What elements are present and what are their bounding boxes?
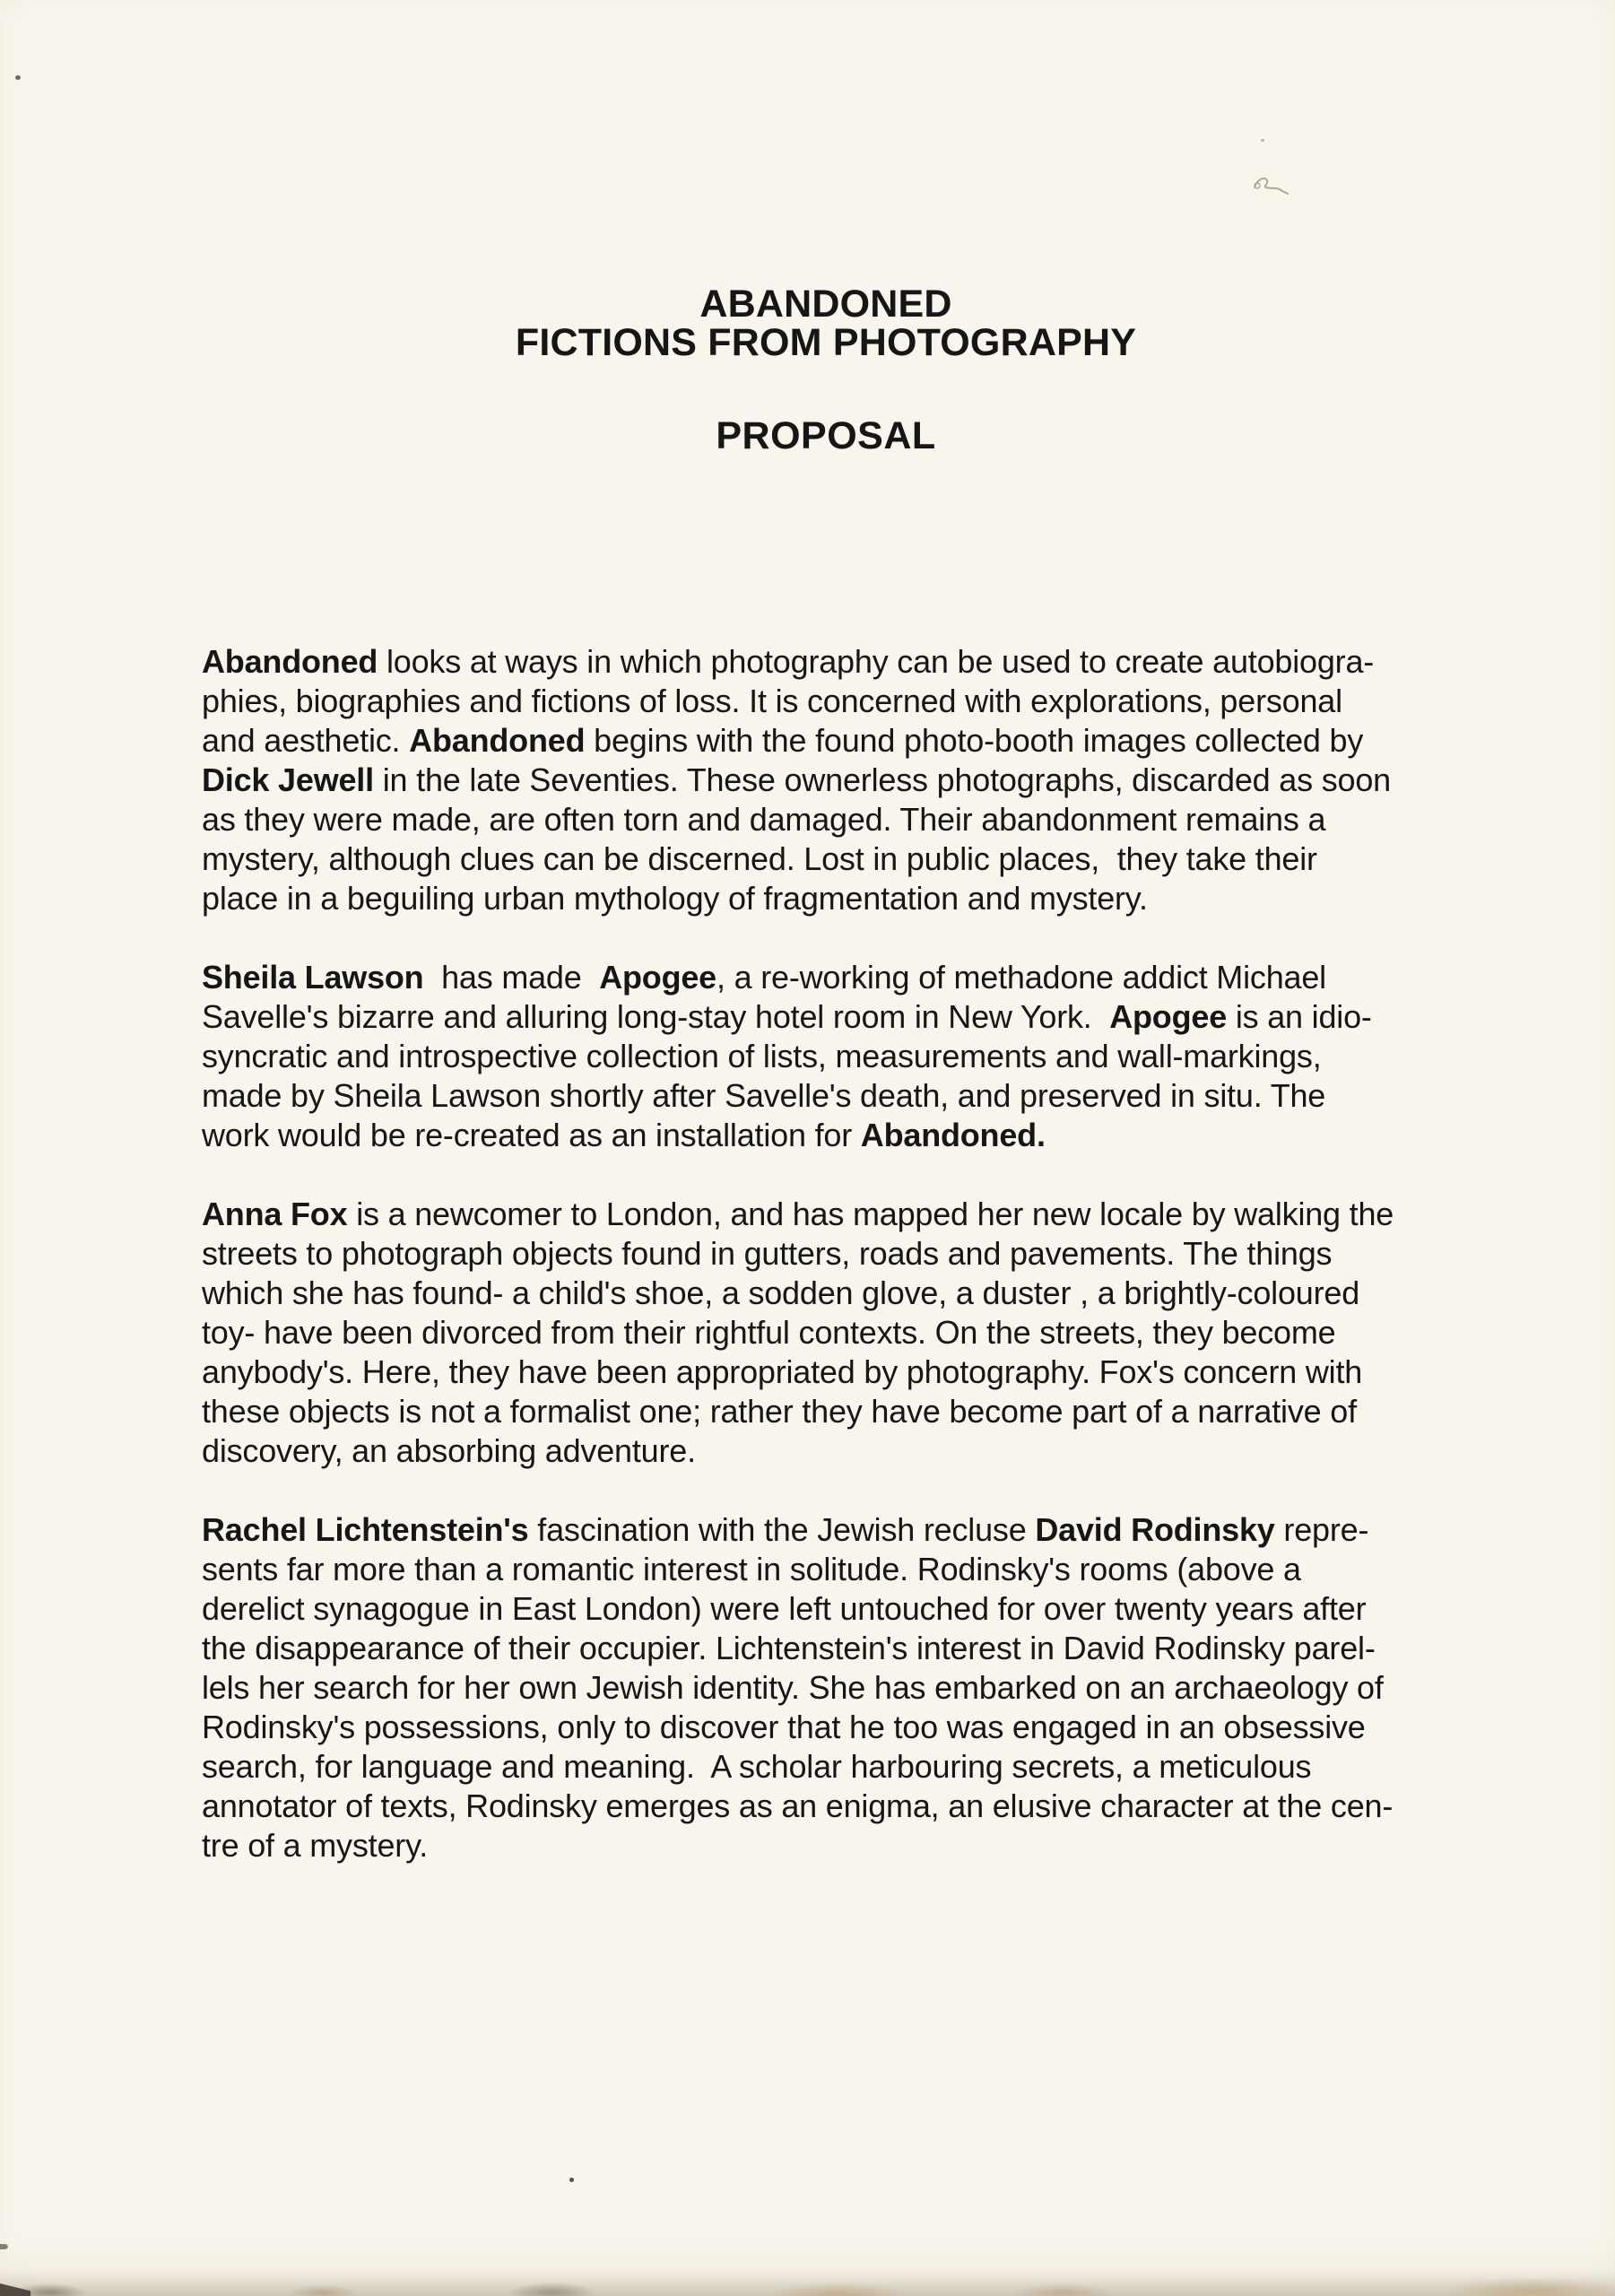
paragraph (202, 958, 1484, 1155)
text-line: the disappearance of their occupier. Lichtenstein's interest in David Rodinsky parel- (202, 1630, 1376, 1666)
scan-edge-smudge (0, 2239, 1615, 2296)
text-line: annotator of texts, Rodinsky emerges as an enigma, an elusive character at the cen- (202, 1787, 1394, 1824)
text-line: Sheila Lawson has made Apogee, a re-working of methadone addict Michael (202, 959, 1326, 996)
text-line: Rachel Lichtenstein's fascination with the Jewish recluse David Rodinsky repre- (202, 1511, 1369, 1548)
text-line: toy- have been divorced from their rightful contexts. On the streets, they become (202, 1314, 1336, 1351)
text-line: tre of a mystery. (202, 1827, 428, 1864)
document-title-line-1: ABANDONED (699, 283, 952, 326)
text-line: discovery, an absorbing adventure. (202, 1432, 696, 1469)
text-line: and aesthetic. Abandoned begins with the found photo-booth images collected by (202, 722, 1364, 759)
scan-speck (15, 75, 21, 80)
text-line: sents far more than a romantic interest in solitude. Rodinsky's rooms (above a (202, 1551, 1301, 1587)
text-line: place in a beguiling urban mythology of fragmentation and mystery. (202, 880, 1148, 917)
text-line: Savelle's bizarre and alluring long-stay hotel room in New York. Apogee is an idio- (202, 998, 1372, 1035)
text-line: Rodinsky's possessions, only to discover that he too was engaged in an obsessive (202, 1709, 1366, 1745)
scan-speck (569, 2178, 574, 2182)
text-line: search, for language and meaning. A scholar harbouring secrets, a meticulous (202, 1748, 1312, 1785)
document-body (202, 642, 1484, 1866)
text-line: as they were made, are often torn and damaged. Their abandonment remains a (202, 801, 1326, 838)
paragraph (202, 1195, 1484, 1471)
document-title-line-2: FICTIONS FROM PHOTOGRAPHY (515, 321, 1137, 364)
text-line: syncratic and introspective collection of lists, measurements and wall-markings, (202, 1038, 1322, 1074)
text-line: lels her search for her own Jewish identity. She has embarked on an archaeology of (202, 1669, 1384, 1706)
text-line: which she has found- a child's shoe, a sodden glove, a duster , a brightly-coloured (202, 1274, 1360, 1311)
text-line: mystery, although clues can be discerned. Lost in public places, they take their (202, 840, 1317, 877)
text-line: anybody's. Here, they have been appropriated by photography. Fox's concern with (202, 1353, 1363, 1390)
document-subtitle: PROPOSAL (716, 414, 936, 457)
document-title-block (202, 285, 1450, 456)
text-line: phies, biographies and fictions of loss. It is concerned with explorations, personal (202, 683, 1342, 719)
text-line: derelict synagogue in East London) were left untouched for over twenty years after (202, 1590, 1367, 1627)
text-line: work would be re-created as an installation for Abandoned. (202, 1117, 1046, 1153)
pencil-squiggle-mark (1252, 172, 1295, 199)
paragraph (202, 642, 1484, 918)
text-line: Anna Fox is a newcomer to London, and has mapped her new locale by walking the (202, 1196, 1394, 1232)
text-line: made by Sheila Lawson shortly after Savelle's death, and preserved in situ. The (202, 1077, 1326, 1114)
text-line: Dick Jewell in the late Seventies. These ownerless photographs, discarded as soon (202, 761, 1391, 798)
text-line: these objects is not a formalist one; rather they have become part of a narrative of (202, 1393, 1357, 1430)
text-line: streets to photograph objects found in gutters, roads and pavements. The things (202, 1235, 1333, 1272)
paragraph (202, 1510, 1484, 1866)
scan-speck (1261, 139, 1264, 142)
text-line: Abandoned looks at ways in which photography can be used to create autobiogra- (202, 643, 1375, 680)
